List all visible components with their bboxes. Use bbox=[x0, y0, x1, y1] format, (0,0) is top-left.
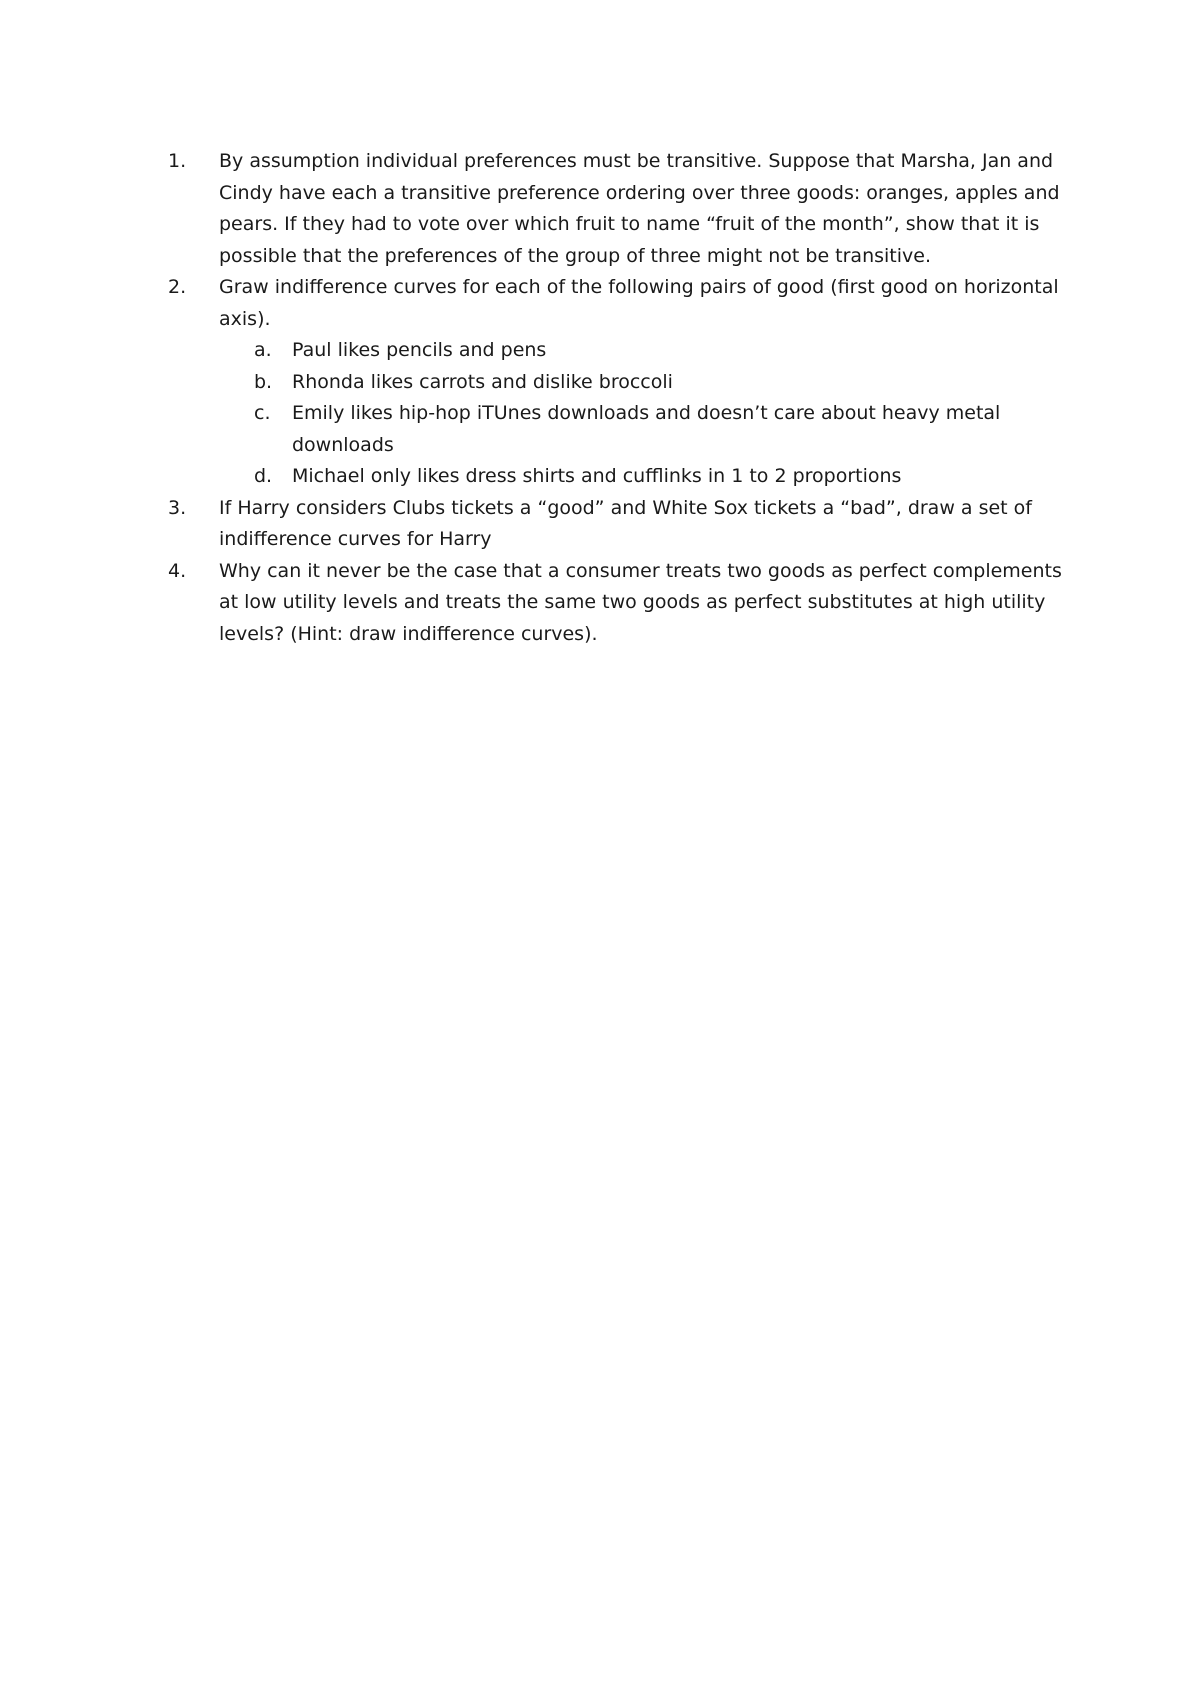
question-text: Why can it never be the case that a consumer treats two goods as perfect complements at low utility levels and treats the same two goods as perfect substitutes at high utility levels? (Hint: draw indifference curves). bbox=[219, 559, 1062, 645]
sub-question-letter: d. bbox=[254, 465, 273, 487]
sub-question-letter: b. bbox=[254, 370, 273, 393]
sub-question-letter: c. bbox=[254, 402, 271, 424]
question-list bbox=[168, 146, 1068, 650]
question-item-1 bbox=[168, 146, 1068, 272]
question-item-2 bbox=[168, 272, 1068, 493]
sub-question-item-a bbox=[219, 335, 1068, 367]
sub-question-list bbox=[219, 335, 1068, 493]
sub-question-text: Paul likes pencils and pens bbox=[292, 339, 547, 361]
question-text: By assumption individual preferences must be transitive. Suppose that Marsha, Jan and Cindy have each a transitive preference ordering over three goods: oranges, apples and pears. If they had to vote over which fruit to name “fruit of the month”, show that it is possible that the preferences of the group of three might not be transitive. bbox=[219, 150, 1060, 267]
question-number: 2. bbox=[168, 276, 187, 298]
sub-question-item-b bbox=[219, 367, 1068, 399]
question-item-4 bbox=[168, 556, 1068, 651]
question-item-3 bbox=[168, 493, 1068, 556]
sub-question-text: Rhonda likes carrots and dislike broccoli bbox=[292, 370, 673, 393]
sub-question-item-d bbox=[219, 461, 1068, 493]
sub-question-item-c bbox=[219, 398, 1068, 461]
question-number: 4. bbox=[168, 559, 187, 582]
question-number: 1. bbox=[168, 150, 187, 172]
question-text: If Harry considers Clubs tickets a “good” and White Sox tickets a “bad”, draw a set of indifference curves for Harry bbox=[219, 496, 1032, 550]
question-number: 3. bbox=[168, 496, 187, 519]
sub-question-text: Michael only likes dress shirts and cufflinks in 1 to 2 proportions bbox=[292, 465, 902, 487]
question-text: Graw indifference curves for each of the following pairs of good (first good on horizontal axis). bbox=[219, 276, 1059, 330]
sub-question-letter: a. bbox=[254, 339, 272, 361]
sub-question-text: Emily likes hip-hop iTUnes downloads and doesn’t care about heavy metal downloads bbox=[292, 402, 1001, 456]
